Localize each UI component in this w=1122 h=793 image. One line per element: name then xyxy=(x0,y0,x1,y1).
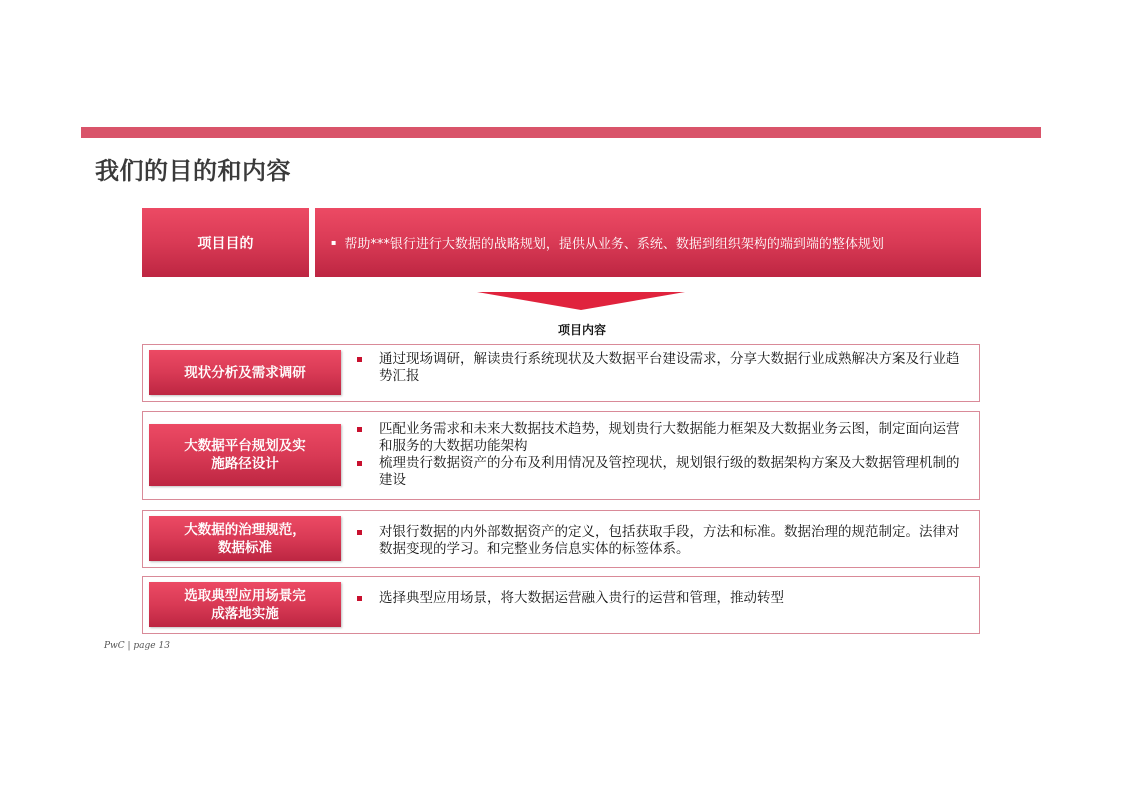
bullet-list xyxy=(353,590,969,607)
down-arrow-icon xyxy=(477,292,685,310)
bullet-icon xyxy=(357,461,362,466)
row-label: 大数据平台规划及实施路径设计 xyxy=(149,424,341,486)
content-row-1 xyxy=(142,344,980,402)
bullet-list xyxy=(353,421,969,489)
top-accent-bar xyxy=(81,127,1041,138)
bullet-list xyxy=(353,524,969,558)
page-title: 我们的目的和内容 xyxy=(95,157,291,185)
content-row-3 xyxy=(142,510,980,568)
page-footer: PwC | page 13 xyxy=(104,641,170,651)
bullet-icon xyxy=(357,357,362,362)
purpose-text: 帮助***银行进行大数据的战略规划，提供从业务、系统、数据到组织架构的端到端的整体规划 xyxy=(344,237,884,252)
content-row-4 xyxy=(142,576,980,634)
bullet-icon xyxy=(357,530,362,535)
purpose-label: 项目目的 xyxy=(142,208,309,277)
row-label: 大数据的治理规范，数据标准 xyxy=(149,516,341,561)
purpose-box xyxy=(315,208,981,277)
list-item: 通过现场调研，解读贵行系统现状及大数据平台建设需求，分享大数据行业成熟解决方案及行业趋势汇报 xyxy=(353,351,969,385)
list-item: 选择典型应用场景，将大数据运营融入贵行的运营和管理，推动转型 xyxy=(353,590,969,607)
row-label: 选取典型应用场景完成落地实施 xyxy=(149,582,341,627)
content-heading: 项目内容 xyxy=(557,323,606,337)
bullet-list xyxy=(353,351,969,385)
list-item: 对银行数据的内外部数据资产的定义，包括获取手段，方法和标准。数据治理的规范制定。法律对数据变现的学习。和完整业务信息实体的标签体系。 xyxy=(353,524,969,558)
bullet-icon: ▪ xyxy=(331,238,337,247)
bullet-icon xyxy=(357,427,362,432)
content-row-2 xyxy=(142,411,980,500)
list-item: 匹配业务需求和未来大数据技术趋势，规划贵行大数据能力框架及大数据业务云图，制定面向运营和服务的大数据功能架构 xyxy=(353,421,969,455)
row-label: 现状分析及需求调研 xyxy=(149,350,341,395)
bullet-icon xyxy=(357,596,362,601)
list-item: 梳理贵行数据资产的分布及利用情况及管控现状，规划银行级的数据架构方案及大数据管理机制的建设 xyxy=(353,455,969,489)
